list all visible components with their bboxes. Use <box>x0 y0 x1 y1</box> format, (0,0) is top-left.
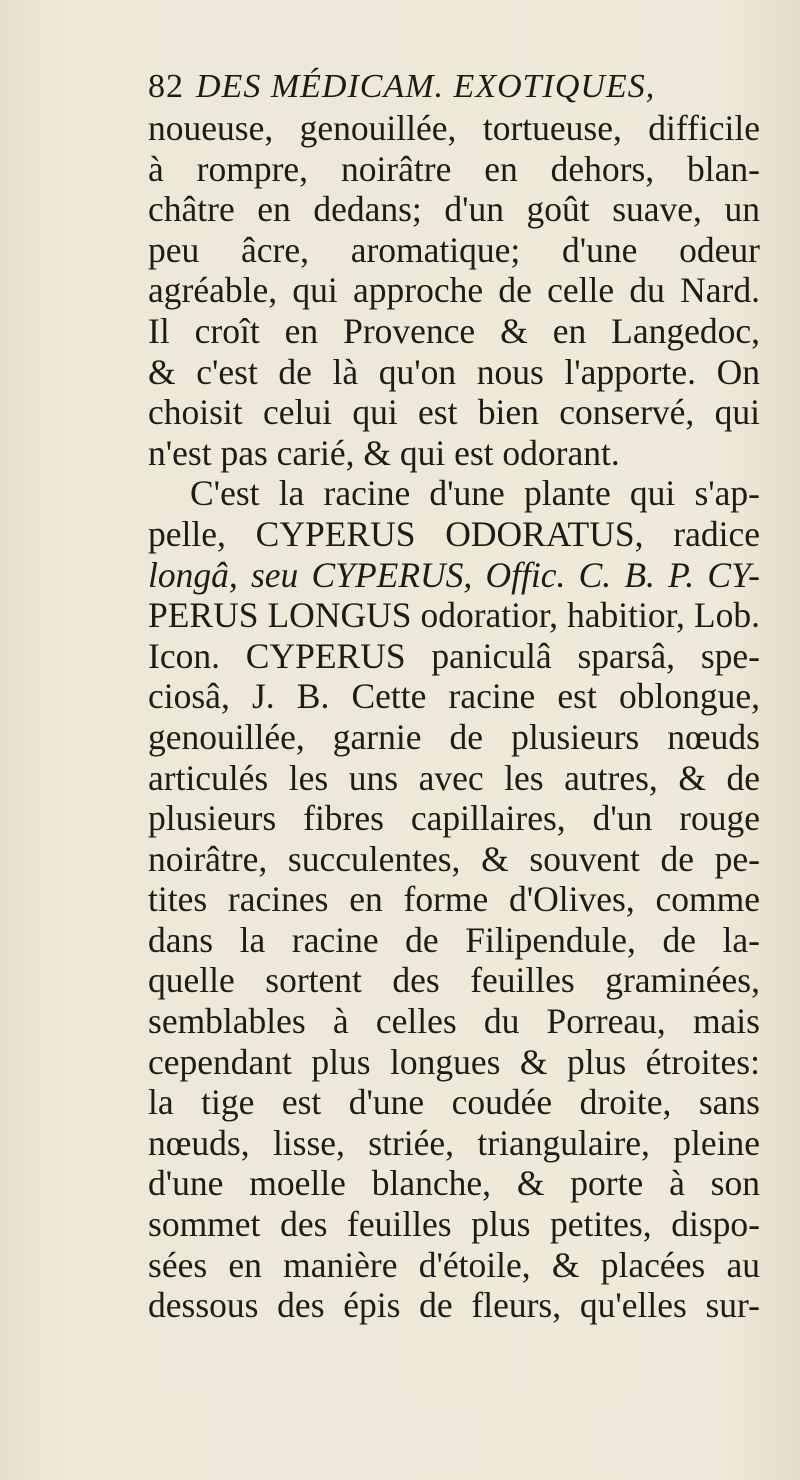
text-line: tites racines en forme d'Olives, comme <box>148 879 760 920</box>
text-line: nœuds, lisse, striée, triangulaire, pleine <box>148 1122 760 1163</box>
text-line: à rompre, noirâtre en dehors, blan- <box>148 148 760 189</box>
text-line: plusieurs fibres capillaires, d'un rouge <box>148 798 760 839</box>
text-line: sommet des feuilles plus petites, dispo- <box>148 1204 760 1245</box>
text-line: choisit celui qui est bien conservé, qui <box>148 392 760 433</box>
text-line: dessous des épis de fleurs, qu'elles sur- <box>148 1285 760 1326</box>
text-line: semblables à celles du Porreau, mais <box>148 1001 760 1042</box>
text-line: dans la racine de Filipendule, de la- <box>148 919 760 960</box>
text-line: noueuse, genouillée, tortueuse, difficile <box>148 108 760 148</box>
text-line: pelle, CYPERUS ODORATUS, radice <box>148 513 760 554</box>
text-line: châtre en dedans; d'un goût suave, un <box>148 189 760 230</box>
text-line: Il croît en Provence & en Langedoc, <box>148 310 760 351</box>
text-line: C'est la racine d'une plante qui s'ap- <box>190 473 760 514</box>
text-line: n'est pas carié, & qui est odorant. <box>148 432 620 473</box>
text-line: cependant plus longues & plus étroites: <box>148 1041 760 1082</box>
body-text <box>148 108 760 1326</box>
text-line: Icon. CYPERUS paniculâ sparsâ, spe- <box>148 635 760 676</box>
text-line: PERUS LONGUS odoratior, habitior, Lob. <box>148 595 760 636</box>
text-line: ciosâ, J. B. Cette racine est oblongue, <box>148 676 760 717</box>
text-line: sées en manière d'étoile, & placées au <box>148 1244 760 1285</box>
text-line: agréable, qui approche de celle du Nard. <box>148 270 760 311</box>
text-line: quelle sortent des feuilles graminées, <box>148 960 760 1001</box>
text-line: d'une moelle blanche, & porte à son <box>148 1163 760 1204</box>
text-line: noirâtre, succulentes, & souvent de pe- <box>148 838 760 879</box>
text-line: peu âcre, aromatique; d'une odeur <box>148 229 760 270</box>
running-title: DES MÉDICAM. EXOTIQUES, <box>196 68 656 105</box>
text-line: & c'est de là qu'on nous l'apporte. On <box>148 351 760 392</box>
page-number: 82 <box>148 68 184 105</box>
text-line: genouillée, garnie de plusieurs nœuds <box>148 716 760 757</box>
running-header <box>148 68 758 106</box>
text-line: articulés les uns avec les autres, & de <box>148 757 760 798</box>
text-line: la tige est d'une coudée droite, sans <box>148 1082 760 1123</box>
text-line: longâ, seu CYPERUS, Offic. C. B. P. CY- <box>148 554 760 595</box>
